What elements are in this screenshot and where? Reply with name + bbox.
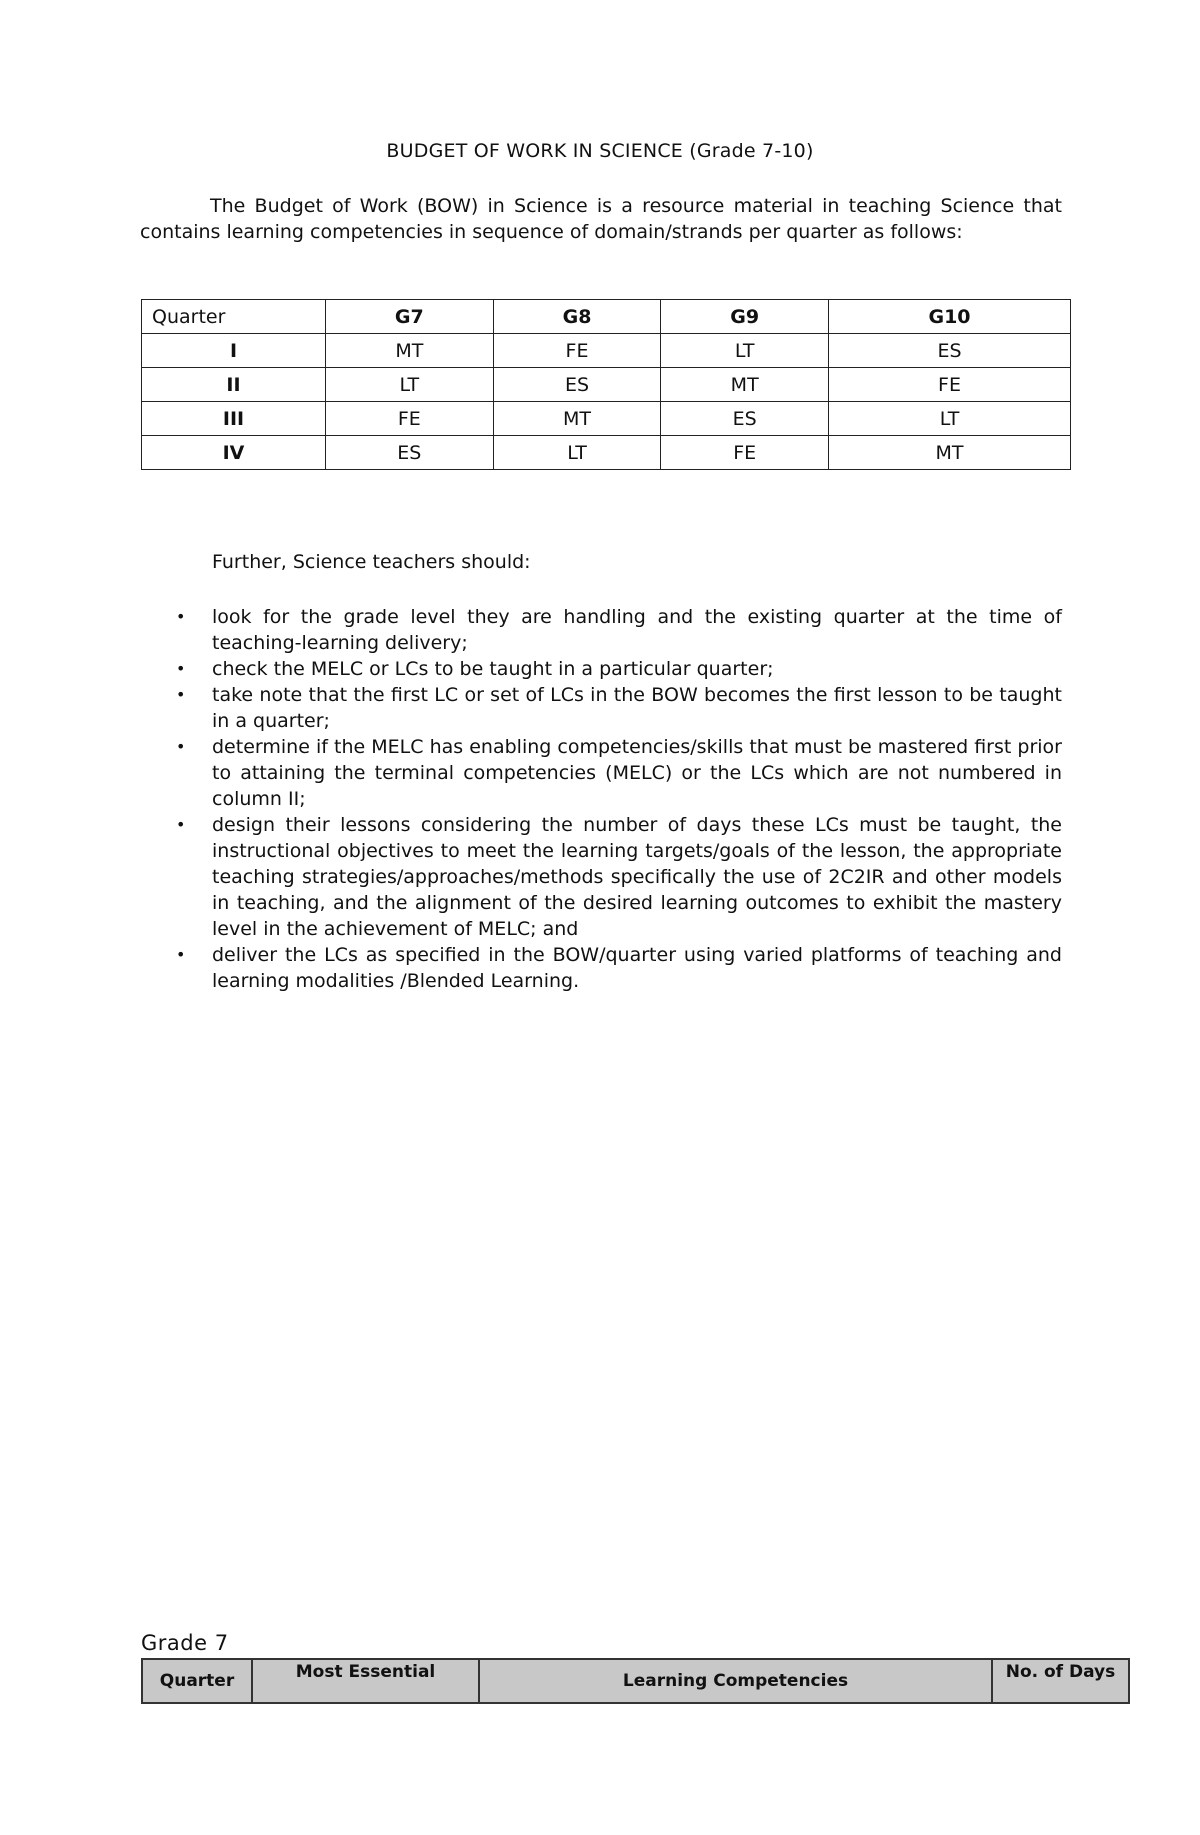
quarter-cell: III — [142, 402, 326, 436]
table-cell: LT — [326, 368, 494, 402]
table-cell: MT — [493, 402, 661, 436]
list-item-text: determine if the MELC has enabling competencies/skills that must be mastered first prior to attaining the terminal competencies (MELC) or the LCs which are not numbered in column II; — [212, 736, 1062, 810]
header-g8: G8 — [493, 300, 661, 334]
table-cell: ES — [493, 368, 661, 402]
bullet-icon: • — [176, 607, 186, 626]
header-quarter: Quarter — [142, 300, 326, 334]
table-row — [142, 334, 1071, 368]
table-cell: ES — [829, 334, 1071, 368]
table-cell: FE — [326, 402, 494, 436]
header-most-essential: Most Essential — [252, 1659, 479, 1703]
grade-heading: Grade 7 — [141, 1631, 229, 1655]
list-item-text: deliver the LCs as specified in the BOW/quarter using varied platforms of teaching and learning modalities /Blended Learning. — [212, 944, 1062, 992]
quarter-table-header-row — [142, 300, 1071, 334]
grade-7-table — [141, 1658, 1130, 1704]
quarter-domain-table — [141, 299, 1071, 470]
quarter-cell: I — [142, 334, 326, 368]
list-item-text: take note that the first LC or set of LCs in the BOW becomes the first lesson to be taught in a quarter; — [212, 684, 1062, 732]
list-item-text: design their lessons considering the number of days these LCs must be taught, the instructional objectives to meet the learning targets/goals of the lesson, the appropriate teaching strategies/approaches/methods specifically the use of 2C2IR and other models in teaching, and the alignment of the desired learning outcomes to exhibit the mastery level in the achievement of MELC; and — [212, 814, 1062, 940]
document-title: BUDGET OF WORK IN SCIENCE (Grade 7-10) — [386, 140, 814, 162]
bullet-icon: • — [176, 659, 186, 678]
table-cell: LT — [493, 436, 661, 470]
list-item-text: check the MELC or LCs to be taught in a particular quarter; — [212, 658, 774, 680]
teacher-guidelines-list — [176, 604, 1062, 994]
table-cell: FE — [829, 368, 1071, 402]
table-cell: LT — [829, 402, 1071, 436]
table-cell: ES — [661, 402, 829, 436]
table-row — [142, 368, 1071, 402]
quarter-cell: II — [142, 368, 326, 402]
bullet-icon: • — [176, 737, 186, 756]
list-item — [176, 734, 1062, 812]
list-item — [176, 942, 1062, 994]
quarter-cell: IV — [142, 436, 326, 470]
bullet-icon: • — [176, 815, 186, 834]
further-text: Further, Science teachers should: — [212, 551, 531, 573]
table-row — [142, 436, 1071, 470]
list-item-text: look for the grade level they are handling and the existing quarter at the time of teaching-learning delivery; — [212, 606, 1062, 654]
table-cell: FE — [661, 436, 829, 470]
header-g9: G9 — [661, 300, 829, 334]
header-learning-competencies: Learning Competencies — [479, 1659, 992, 1703]
grade-table-header-row — [142, 1659, 1129, 1703]
list-item — [176, 604, 1062, 656]
header-g10: G10 — [829, 300, 1071, 334]
header-no-of-days: No. of Days — [992, 1659, 1129, 1703]
table-cell: FE — [493, 334, 661, 368]
bullet-icon: • — [176, 945, 186, 964]
header-g7: G7 — [326, 300, 494, 334]
table-cell: MT — [326, 334, 494, 368]
table-cell: LT — [661, 334, 829, 368]
intro-text: The Budget of Work (BOW) in Science is a resource material in teaching Science that contains learning competencies in sequence of domain/strands per quarter as follows: — [140, 195, 1062, 243]
table-row — [142, 402, 1071, 436]
list-item — [176, 656, 1062, 682]
list-item — [176, 682, 1062, 734]
table-cell: MT — [829, 436, 1071, 470]
header-quarter: Quarter — [142, 1659, 252, 1703]
table-cell: ES — [326, 436, 494, 470]
intro-paragraph — [140, 193, 1062, 245]
list-item — [176, 812, 1062, 942]
table-cell: MT — [661, 368, 829, 402]
bullet-icon: • — [176, 685, 186, 704]
